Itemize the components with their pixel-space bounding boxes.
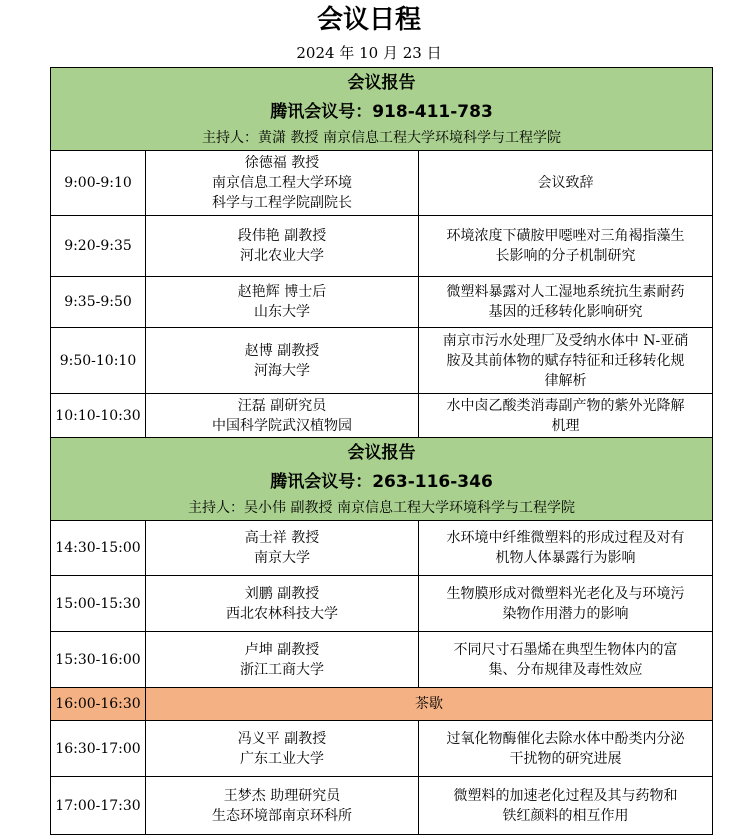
table-row — [51, 277, 713, 328]
table-row — [51, 328, 713, 394]
topic-text: 会议致辞 — [537, 175, 594, 191]
speaker-name: 赵博 副教授 — [244, 342, 320, 359]
time-cell: 9:50-10:10 — [51, 328, 146, 394]
speaker-affiliation: 科学与工程学院副院长 — [212, 195, 352, 211]
time-cell: 15:00-15:30 — [51, 576, 146, 632]
time-cell: 9:00-9:10 — [51, 151, 146, 216]
time-cell: 10:10-10:30 — [51, 394, 146, 438]
topic-text: 长影响的分子机制研究 — [495, 248, 636, 264]
speaker-cell — [146, 632, 419, 688]
speaker-affiliation: 浙江工商大学 — [240, 661, 324, 678]
session-title: 会议报告 — [347, 443, 416, 463]
speaker-cell — [146, 151, 419, 216]
speaker-name: 刘鹏 副教授 — [244, 585, 320, 602]
table-row — [51, 777, 713, 835]
topic-text: 胺及其前体物的赋存特征和迁移转化规 — [446, 352, 685, 369]
topic-text: 干扰物的研究进展 — [509, 750, 622, 767]
speaker-affiliation: 河海大学 — [254, 362, 310, 379]
topic-text: 微塑料暴露对人工湿地系统抗生素耐药 — [446, 284, 685, 300]
meeting-id: 腾讯会议号：263-116-346 — [270, 472, 493, 492]
speaker-name: 段伟艳 副教授 — [237, 228, 327, 244]
session-header — [51, 438, 713, 521]
speaker-cell — [146, 721, 419, 777]
topic-text: 水环境中纤维微塑料的形成过程及对有 — [446, 530, 685, 546]
speaker-affiliation: 生态环境部南京环科所 — [212, 807, 352, 824]
session-header — [51, 68, 713, 151]
speaker-affiliation: 河北农业大学 — [240, 248, 324, 264]
time-cell: 16:00-16:30 — [51, 688, 146, 721]
topic-text: 不同尺寸石墨烯在典型生物体内的富 — [453, 641, 678, 658]
topic-text: 南京市污水处理厂及受纳水体中 N-亚硝 — [442, 332, 689, 349]
topic-text: 集、分布规律及毒性效应 — [488, 661, 643, 678]
topic-text: 机理 — [551, 417, 580, 434]
topic-text: 微塑料的加速老化过程及其与药物和 — [453, 787, 678, 804]
speaker-cell — [146, 328, 419, 394]
speaker-affiliation: 中国科学院武汉植物园 — [212, 417, 352, 434]
topic-cell — [419, 394, 713, 438]
table-row — [51, 394, 713, 438]
speaker-name: 王梦杰 助理研究员 — [223, 787, 341, 804]
time-cell: 17:00-17:30 — [51, 777, 146, 835]
schedule-date: 2024 年 10 月 23 日 — [296, 44, 442, 62]
speaker-affiliation: 南京大学 — [254, 550, 310, 566]
meeting-id: 腾讯会议号：918-411-783 — [270, 102, 493, 122]
topic-text: 染物作用潜力的影响 — [502, 605, 629, 622]
table-row — [51, 576, 713, 632]
schedule-table — [50, 67, 713, 835]
speaker-cell — [146, 216, 419, 277]
speaker-affiliation: 南京信息工程大学环境 — [212, 175, 352, 191]
topic-cell — [419, 576, 713, 632]
topic-cell — [419, 277, 713, 328]
speaker-affiliation: 山东大学 — [254, 304, 310, 320]
topic-cell — [419, 632, 713, 688]
speaker-affiliation: 广东工业大学 — [240, 750, 324, 767]
speaker-cell — [146, 576, 419, 632]
topic-cell — [419, 216, 713, 277]
speaker-name: 汪磊 副研究员 — [237, 397, 327, 414]
topic-text: 环境浓度下磺胺甲噁唑对三角褐指藻生 — [446, 228, 685, 244]
speaker-name: 高士祥 教授 — [244, 530, 320, 546]
topic-cell — [419, 328, 713, 394]
topic-cell — [419, 777, 713, 835]
topic-text: 过氧化物酶催化去除水体中酚类内分泌 — [446, 730, 685, 747]
session-host: 主持人：黄潇 教授 南京信息工程大学环境科学与工程学院 — [202, 130, 561, 146]
table-row — [51, 216, 713, 277]
speaker-name: 徐德福 教授 — [244, 155, 320, 171]
topic-text: 机物人体暴露行为影响 — [495, 550, 636, 566]
time-cell: 15:30-16:00 — [51, 632, 146, 688]
tea-break-label: 茶歇 — [146, 688, 713, 721]
table-row — [51, 721, 713, 777]
speaker-affiliation: 西北农林科技大学 — [226, 605, 338, 622]
speaker-cell — [146, 394, 419, 438]
topic-text: 水中卤乙酸类消毒副产物的紫外光降解 — [446, 397, 685, 414]
topic-cell — [419, 721, 713, 777]
session-host: 主持人：吴小伟 副教授 南京信息工程大学环境科学与工程学院 — [188, 500, 575, 516]
time-cell: 9:20-9:35 — [51, 216, 146, 277]
speaker-cell — [146, 521, 419, 576]
tea-break-row — [51, 688, 713, 721]
time-cell: 14:30-15:00 — [51, 521, 146, 576]
topic-text: 铁红颜料的相互作用 — [502, 807, 629, 824]
topic-text: 生物膜形成对微塑料光老化及与环境污 — [446, 585, 685, 602]
speaker-name: 卢坤 副教授 — [244, 641, 320, 658]
topic-cell — [419, 521, 713, 576]
speaker-cell — [146, 777, 419, 835]
speaker-cell — [146, 277, 419, 328]
speaker-name: 冯义平 副教授 — [237, 730, 327, 747]
table-row — [51, 632, 713, 688]
topic-text: 律解析 — [544, 372, 587, 389]
speaker-name: 赵艳辉 博士后 — [237, 284, 327, 300]
time-cell: 9:35-9:50 — [51, 277, 146, 328]
table-row — [51, 151, 713, 216]
topic-text: 基因的迁移转化影响研究 — [488, 304, 643, 320]
page-title: 会议日程 — [316, 5, 421, 35]
time-cell: 16:30-17:00 — [51, 721, 146, 777]
session-title: 会议报告 — [347, 73, 416, 93]
table-row — [51, 521, 713, 576]
topic-cell — [419, 151, 713, 216]
